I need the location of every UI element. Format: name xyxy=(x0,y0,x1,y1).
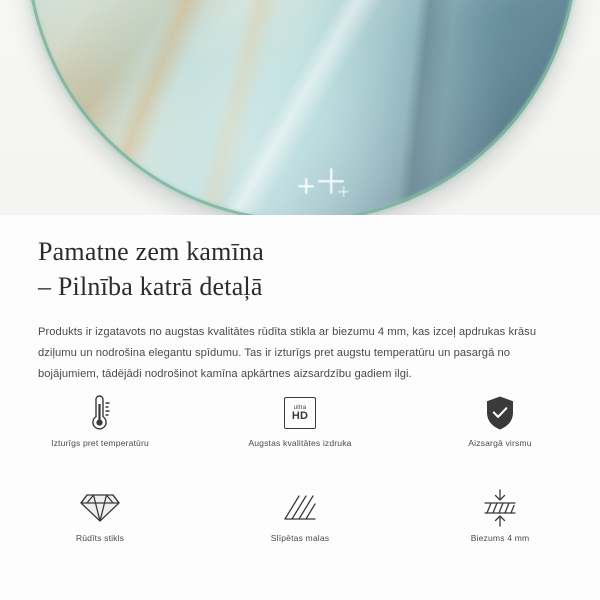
thickness-arrows-icon xyxy=(481,485,519,531)
thermometer-icon xyxy=(83,390,117,436)
headline-line-1: Pamatne zem kamīna xyxy=(38,237,264,266)
feature-item xyxy=(400,390,600,475)
feature-item xyxy=(400,485,600,570)
shield-check-icon xyxy=(483,390,517,436)
badge-bottom-text: HD xyxy=(291,409,309,422)
diamond-icon xyxy=(80,485,120,531)
headline-line-2: – Pilnība katrā detaļā xyxy=(38,271,263,301)
polished-edges-icon xyxy=(281,485,319,531)
feature-label: Biezums 4 mm xyxy=(470,533,530,543)
ultra-hd-badge-icon xyxy=(284,390,316,436)
feature-label: Izturīgs pret temperatūru xyxy=(51,438,149,448)
feature-item xyxy=(200,485,400,570)
feature-item xyxy=(200,390,400,475)
feature-grid xyxy=(0,390,600,570)
badge-top-text: ultra xyxy=(293,404,307,411)
content-block xyxy=(0,215,600,384)
body-paragraph: Produkts ir izgatavots no augstas kvalitātes rūdīta stikla ar biezumu 4 mm, kas izceļ apdrukas krāsu dziļumu un nodrošina elegantu spīdumu. Tas ir izturīgs pret augstu temperatūru un pasargā no bojājumiem, tādējādi nodrošinot kamīna apkārtnes aizsardzību gadiem ilgi. xyxy=(38,326,537,380)
feature-label: Aizsargā virsmu xyxy=(468,438,532,448)
hero-image xyxy=(0,0,600,215)
feature-label: Augstas kvalitātes izdruka xyxy=(248,438,352,448)
page-title xyxy=(38,235,558,304)
feature-item xyxy=(0,390,200,475)
feature-item xyxy=(0,485,200,570)
feature-label: Rūdīts stikls xyxy=(75,533,125,543)
feature-label: Slīpētas malas xyxy=(270,533,330,543)
